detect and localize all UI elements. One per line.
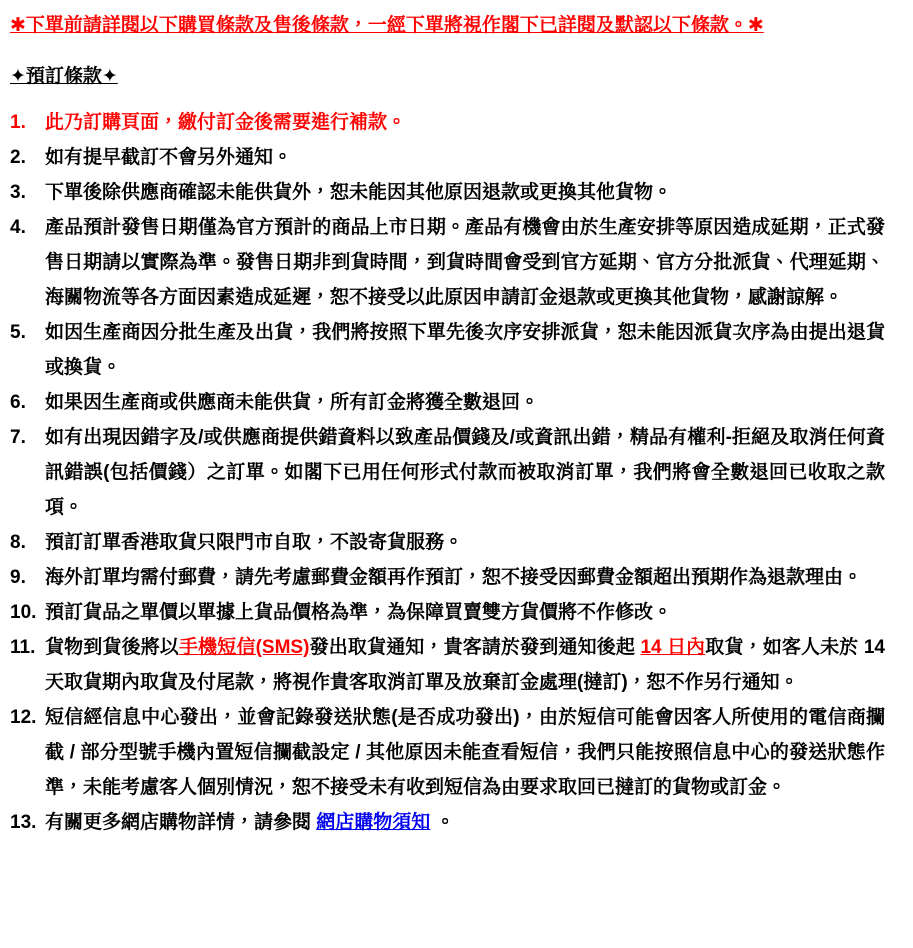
term-number: 10.	[10, 602, 37, 623]
term-item-9	[10, 560, 885, 595]
term-text: 預訂訂單香港取貨只限門市自取，不設寄貨服務。	[45, 532, 464, 553]
term-text	[45, 630, 885, 700]
term-number: 2.	[10, 147, 26, 168]
term-item-6	[10, 385, 885, 420]
purchase-notice-header: ✱下單前請詳閱以下購買條款及售後條款，一經下單將視作閣下已詳閱及默認以下條款。✱	[10, 15, 764, 36]
term-item-12	[10, 700, 885, 805]
term-number: 11.	[10, 637, 36, 658]
term-segment: 有關更多網店購物詳情，請參閱	[45, 812, 317, 833]
term-item-5	[10, 315, 885, 385]
term-text: 預訂貨品之單價以單據上貨品價格為準，為保障買賣雙方貨價將不作修改。	[45, 602, 673, 623]
term-item-3	[10, 175, 885, 210]
term-text: 如有提早截訂不會另外通知。	[45, 147, 293, 168]
term-number: 1.	[10, 112, 26, 133]
term-number: 8.	[10, 532, 26, 553]
term-number: 4.	[10, 217, 26, 238]
term-text: 海外訂單均需付郵費，請先考慮郵費金額再作預訂，恕不接受因郵費金額超出預期作為退款理由。	[45, 567, 863, 588]
term-number: 6.	[10, 392, 26, 413]
term-segment: 發出取貨通知，貴客請於發到通知後起	[309, 637, 641, 658]
term-number: 3.	[10, 182, 26, 203]
term-segment: 貨物到貨後將以	[45, 637, 180, 658]
term-text	[45, 805, 885, 840]
pickup-deadline-highlight: 14 日內	[640, 637, 706, 658]
term-segment: 取貨，如客人未於 14 天取貨期內取貨及付尾款，將視作貴客取消訂單及放棄訂金處理(撻訂)，恕不作另行通知。	[45, 637, 885, 693]
term-text: 如果因生產商或供應商未能供貨，所有訂金將獲全數退回。	[45, 392, 540, 413]
term-item-1	[10, 105, 885, 140]
term-item-11	[10, 630, 885, 700]
term-number: 12.	[10, 707, 37, 728]
term-number: 5.	[10, 322, 26, 343]
term-text: 短信經信息中心發出，並會記錄發送狀態(是否成功發出)，由於短信可能會因客人所使用的電信商攔截 / 部分型號手機內置短信攔截設定 / 其他原因未能查看短信，我們只能按照信息中心的發送狀態作準，未能考慮客人個別情況，恕不接受未有收到短信為由要求取回已撻訂的貨物或訂金。	[45, 707, 885, 798]
term-number: 13.	[10, 812, 37, 833]
term-number: 7.	[10, 427, 26, 448]
term-text: 下單後除供應商確認未能供貨外，恕未能因其他原因退款或更換其他貨物。	[45, 182, 673, 203]
term-item-4	[10, 210, 885, 315]
sms-notice-highlight: 手機短信(SMS)	[179, 637, 310, 658]
term-item-10	[10, 595, 885, 630]
term-segment: 。	[430, 812, 455, 833]
term-text: 如有出現因錯字及/或供應商提供錯資料以致產品價錢及/或資訊出錯，精品有權利-拒絕及取消任何資訊錯誤(包括價錢）之訂單。如閣下已用任何形式付款而被取消訂單，我們將會全數退回已收取之款項。	[45, 427, 885, 518]
preorder-terms-title: ✦預訂條款✦	[10, 66, 118, 87]
term-item-8	[10, 525, 885, 560]
terms-list	[10, 105, 885, 840]
term-item-13	[10, 805, 885, 840]
term-text: 如因生產商因分批生產及出貨，我們將按照下單先後次序安排派貨，恕未能因派貨次序為由提出退貨或換貨。	[45, 322, 885, 378]
term-item-7	[10, 420, 885, 525]
shop-guide-link[interactable]: 網店購物須知	[316, 812, 431, 833]
term-item-2	[10, 140, 885, 175]
term-text: 此乃訂購頁面，繳付訂金後需要進行補款。	[45, 112, 407, 133]
term-number: 9.	[10, 567, 26, 588]
term-text: 產品預計發售日期僅為官方預計的商品上市日期。產品有機會由於生產安排等原因造成延期，正式發售日期請以實際為準。發售日期非到貨時間，到貨時間會受到官方延期、官方分批派貨、代理延期、海關物流等各方面因素造成延遲，恕不接受以此原因申請訂金退款或更換其他貨物，感謝諒解。	[45, 217, 885, 308]
